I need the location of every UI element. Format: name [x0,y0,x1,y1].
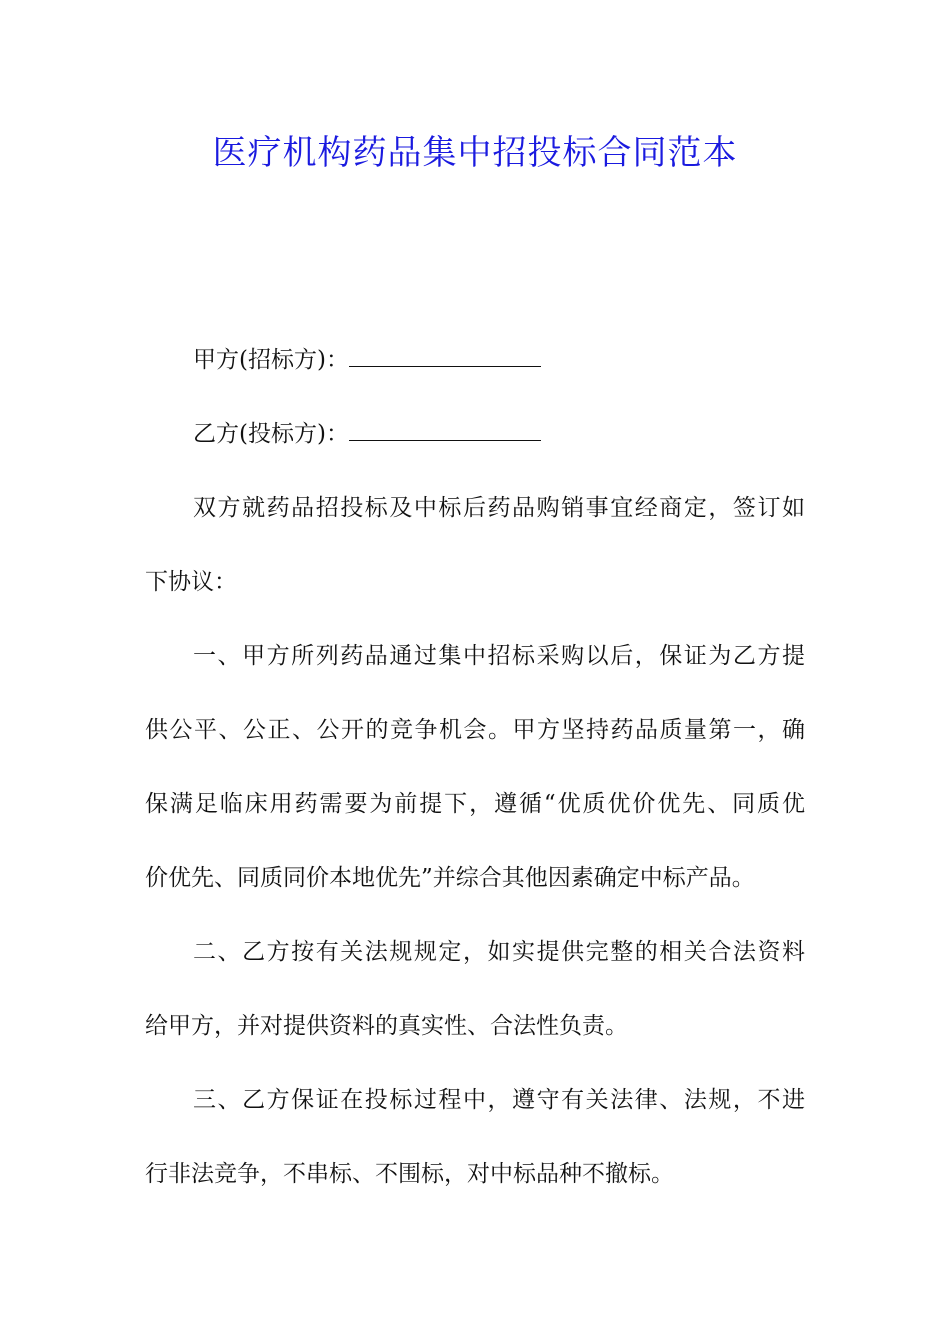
clause-1-line-1: 一、甲方所列药品通过集中招标采购以后，保证为乙方提 [193,643,805,669]
clause-3-line-1: 三、乙方保证在投标过程中，遵守有关法律、法规，不进 [193,1087,805,1113]
clause-1-line-4: 价优先、同质同价本地优先”并综合其他因素确定中标产品。 [145,865,755,891]
party-a-line [145,334,805,408]
clause-2-line-1: 二、乙方按有关法规规定，如实提供完整的相关合法资料 [193,939,805,965]
intro-line-2: 下协议： [145,569,237,595]
clause-3-line-2: 行非法竞争，不串标、不围标，对中标品种不撤标。 [145,1161,674,1187]
party-a-label: 甲方(招标方)： [193,347,349,373]
party-b-label: 乙方(投标方)： [193,421,349,447]
party-b-blank [349,412,541,441]
clause-2-line-2: 给甲方，并对提供资料的真实性、合法性负责。 [145,1013,628,1039]
document-title: 医疗机构药品集中招投标合同范本 [212,133,738,173]
document-body [145,334,805,1222]
party-a-blank [349,338,541,367]
party-b-line [145,408,805,482]
clause-1-line-3: 保满足临床用药需要为前提下，遵循“优质优价优先、同质优 [145,791,805,817]
clause-1-line-2: 供公平、公正、公开的竞争机会。甲方坚持药品质量第一，确 [145,717,805,743]
intro-line-1: 双方就药品招投标及中标后药品购销事宜经商定，签订如 [193,495,805,521]
